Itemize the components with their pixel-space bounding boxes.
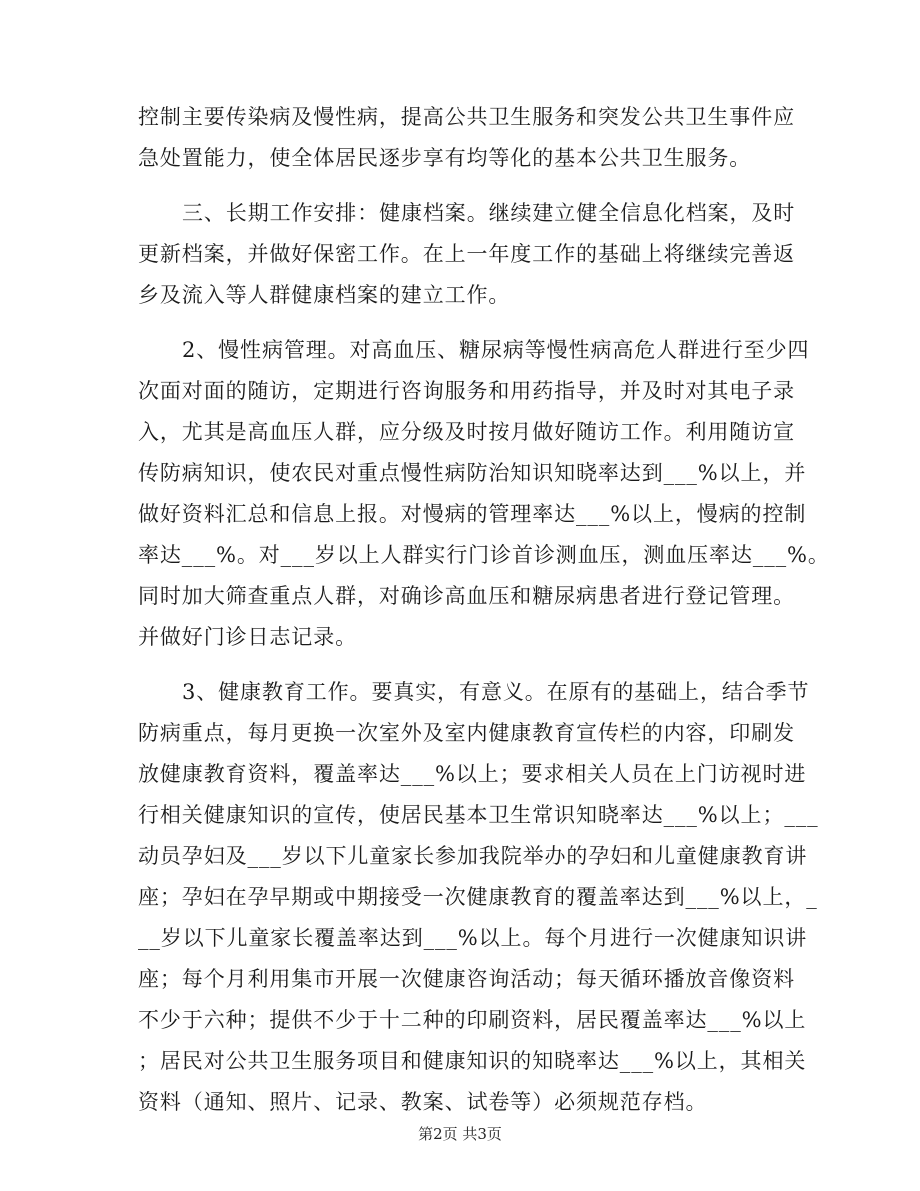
- text-line: 急处置能力，使全体居民逐步享有均等化的基本公共卫生服务。: [138, 146, 752, 170]
- text-line: ；居民对公共卫生服务项目和健康知识的知晓率达___%以上，其相关: [138, 1049, 807, 1073]
- text-line: 入，尤其是高血压人群，应分级及时按月做好随访工作。利用随访宣: [138, 420, 795, 444]
- text-line: 传防病知识，使农民对重点慢性病防治知识知晓率达到___%以上，并: [138, 461, 807, 485]
- text-line: 行相关健康知识的宣传，使居民基本卫生常识知晓率达___%以上；___: [138, 803, 819, 827]
- text-line: 控制主要传染病及慢性病，提高公共卫生服务和突发公共卫生事件应: [138, 105, 795, 129]
- text-line: 资料（通知、照片、记录、教案、试卷等）必须规范存档。: [138, 1090, 708, 1114]
- text-line: 不少于六种；提供不少于十二种的印刷资料，居民覆盖率达___%以上: [138, 1008, 807, 1032]
- text-line: 更新档案，并做好保密工作。在上一年度工作的基础上将继续完善返: [138, 242, 795, 266]
- text-line: 次面对面的随访，定期进行咨询服务和用药指导，并及时对其电子录: [138, 379, 795, 403]
- text-line: 率达___%。对___岁以上人群实行门诊首诊测血压，测血压率达___%。: [138, 543, 830, 567]
- text-line: 座；孕妇在孕早期或中期接受一次健康教育的覆盖率达到___%以上，_: [138, 885, 818, 909]
- paragraph-health-education: [138, 672, 819, 1123]
- text-line: 做好资料汇总和信息上报。对慢病的管理率达___%以上，慢病的控制: [138, 502, 807, 526]
- paragraph-intro-continued: [138, 97, 795, 179]
- text-line: 并做好门诊日志记录。: [138, 625, 357, 649]
- text-line: 3、健康教育工作。要真实，有意义。在原有的基础上，结合季节: [182, 680, 810, 704]
- text-line: 防病重点，每月更换一次室外及室内健康教育宣传栏的内容，印刷发: [138, 721, 795, 745]
- text-line: 动员孕妇及___岁以下儿童家长参加我院举办的孕妇和儿童健康教育讲: [138, 844, 808, 868]
- text-line: 2、慢性病管理。对高血压、糖尿病等慢性病高危人群进行至少四: [182, 338, 810, 362]
- paragraph-chronic-disease: [138, 330, 830, 658]
- text-line: 座；每个月利用集市开展一次健康咨询活动；每天循环播放音像资料: [138, 967, 795, 991]
- document-body: [138, 97, 830, 1123]
- text-line: 乡及流入等人群健康档案的建立工作。: [138, 283, 511, 307]
- paragraph-long-term-plan: [138, 193, 796, 316]
- text-line: __岁以下儿童家长覆盖率达到___%以上。每个月进行一次健康知识讲: [138, 926, 808, 950]
- text-line: 同时加大筛查重点人群，对确诊高血压和糖尿病患者进行登记管理。: [138, 584, 795, 608]
- text-line: 三、长期工作安排：健康档案。继续建立健全信息化档案，及时: [182, 201, 796, 225]
- page-number-footer: 第2页 共3页: [418, 1125, 502, 1143]
- text-line: 放健康教育资料，覆盖率达___%以上；要求相关人员在上门访视时进: [138, 762, 807, 786]
